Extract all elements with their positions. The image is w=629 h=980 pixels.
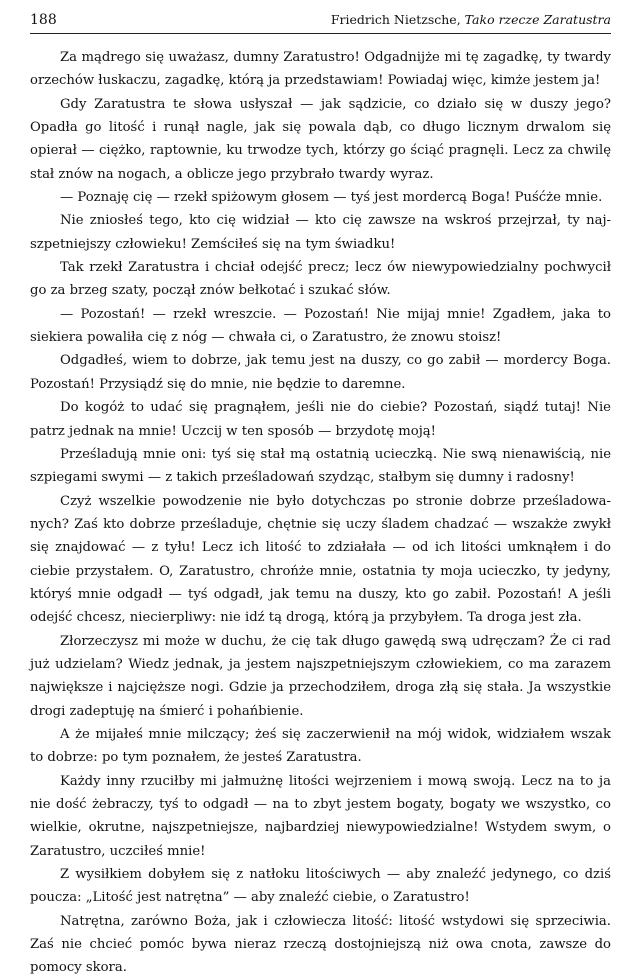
paragraph: Za mądrego się uważasz, dumny Zaratustro! Odgadnijże mi tę zagadkę, ty twardy orzechów łuskaczu, zagadkę, którą ja przedstawiam! Powiadaj więc, kimże jestem ja!	[30, 50, 611, 89]
paragraph: Odgadłeś, wiem to dobrze, jak temu jest na duszy, co go zabił — mordercy Boga. Pozostań! Przysiądź się do mnie, nie będzie to daremne.	[30, 353, 611, 392]
page-header	[30, 12, 611, 34]
paragraph: — Pozostań! — rzekł wreszcie. — Pozostań! Nie mijaj mnie! Zgadłem, jaka to siekiera powaliła cię z nóg — chwała ci, o Zaratustro, że znowu stoisz!	[30, 306, 611, 346]
paragraph: Każdy inny rzuciłby mi jałmużnę litości wejrzeniem i mową swoją. Lecz na to ja nie dość żebraczy, tyś to odgadł — na to zbyt jestem bogaty, bogaty we wszystko, co wielkie, okrutne, najszpetniejsze, najbardziej niewypowiedzialne! Wstydem swym, o Zaratustro, uczciłeś mnie!	[30, 773, 611, 859]
paragraph: Natrętna, zarówno Boża, jak i człowiecza litość: litość wstydowi się sprzeciwia. Zaś nie chcieć pomóc bywa nieraz rzeczą dostojniejszą niż owa cnota, zawsze do pomocy skora.	[30, 913, 611, 976]
paragraph: Złorzeczysz mi może w duchu, że cię tak długo gawędą swą udręczam? Że ci rad już udzielam? Wiedz jednak, ja jestem najszpetniejszym człowiekiem, co ma zarazem największe i najcięższe nogi. Gdzie ja przechodziłem, droga złą się stała. Ja wszystkie drogi zadeptuję na śmierć i pohańbienie.	[30, 633, 611, 719]
paragraph: Tak rzekł Zaratustra i chciał odejść precz; lecz ów niewypowiedzialny pochwycił go za brzeg szaty, począł znów bełkotać i szukać słów.	[30, 260, 611, 299]
body-text	[30, 46, 611, 980]
paragraph: Czyż wszelkie powodzenie nie było dotychczas po stronie dobrze prześladowanych? Zaś kto dobrze prześladuje, chętnie się uczy śladem chadzać — wszakże zwykł się znajdować — z tyłu! Lecz ich litość to zdziałała — od ich litości umknąłem i do ciebie przystałem. O, Zaratustro, chrońże mnie, ostatnia ty moja ucieczko, ty jedyny, któryś mnie odgadł — tyś odgadł, jak temu na duszy, kto go zabił. Pozostań! A jeśli odejść chcesz, niecierpliwy: nie idź tą drogą, którą ja przybyłem. Ta droga jest zła.	[30, 493, 611, 626]
paragraph: Prześladują mnie oni: tyś się stał mą ostatnią ucieczką. Nie swą nienawiścią, nie szpiegami swymi — z takich prześladowań szydząc, stałbym się dumny i radosny!	[30, 446, 611, 486]
book-title: Tako rzecze Zaratustra	[464, 12, 611, 27]
paragraph: Gdy Zaratustra te słowa usłyszał — jak sądzicie, co działo się w duszy jego? Opadła go litość i runął nagle, jak się powala dąb, co długo licznym drwalom się opierał — ciężko, raptownie, ku trwodze tych, którzy go ściąć pragnęli. Lecz za chwilę stał znów na nogach, a oblicze jego przybrało twardy wyraz.	[30, 96, 611, 182]
paragraph: Z wysiłkiem dobyłem się z natłoku litościwych — aby znaleźć jedynego, co dziś poucza: „Litość jest natrętna” — aby znaleźć ciebie, o Zaratustro!	[30, 867, 611, 906]
paragraph: — Poznaję cię — rzekł spiżowym głosem — tyś jest mordercą Boga! Puśćże mnie.	[60, 190, 603, 206]
author-name: Friedrich Nietzsche,	[330, 12, 461, 27]
paragraph: A że mijałeś mnie milczący; żeś się zaczerwienił na mój widok, widziałem wszak to dobrze: po tym poznałem, że jesteś Zaratustra.	[30, 726, 611, 766]
page-number: 188	[30, 12, 57, 28]
paragraph: Do kogóż to udać się pragnąłem, jeśli nie do ciebie? Pozostań, siądź tutaj! Nie patrz jednak na mnie! Uczcij w ten sposób — brzydotę moją!	[30, 400, 611, 439]
running-head	[331, 12, 611, 28]
paragraph: Nie zniosłeś tego, kto cię widział — kto cię zawsze na wskroś przejrzał, ty najszpetniejszy człowieku! Zemściłeś się na tym świadku!	[30, 213, 611, 252]
